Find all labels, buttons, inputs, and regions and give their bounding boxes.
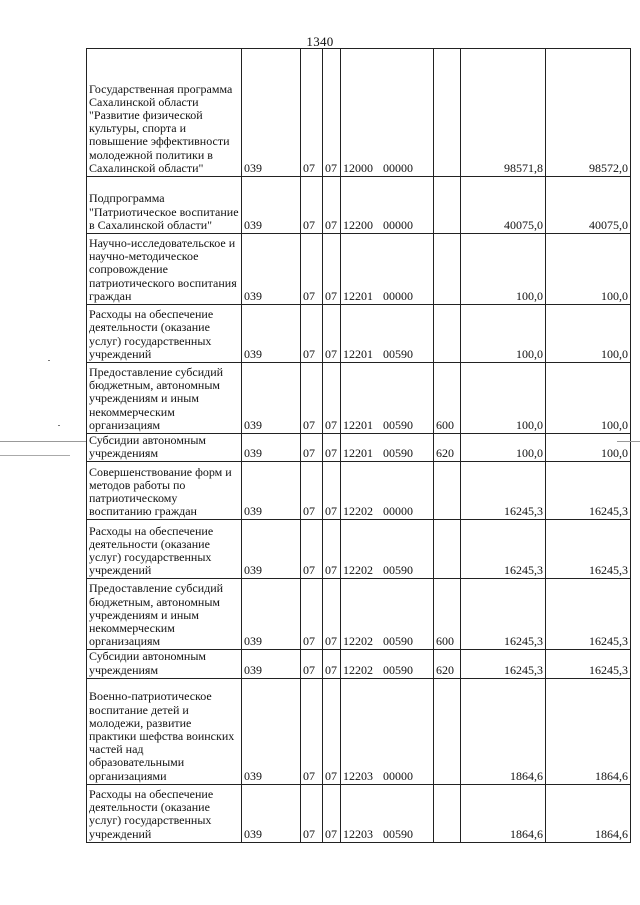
section-code: 07	[301, 678, 323, 784]
target-direction-code: 00590	[383, 417, 413, 432]
ministry-code: 039	[242, 177, 301, 234]
target-program-code: 12201	[343, 446, 373, 461]
expense-type-code: 620	[434, 650, 461, 678]
expense-type-code	[434, 177, 461, 234]
table-row	[87, 305, 631, 363]
section-code: 07	[301, 784, 323, 842]
expense-type-code	[434, 520, 461, 579]
subsection-code: 07	[323, 49, 341, 177]
target-direction-code: 00590	[383, 346, 413, 361]
expense-type-code: 620	[434, 434, 461, 462]
row-name: Субсидии автономным учреждениям	[87, 434, 242, 462]
section-code: 07	[301, 305, 323, 363]
row-name: Предоставление субсидий бюджетным, автономным учреждениям и иным некоммерческим организациям	[87, 579, 242, 650]
amount-year-1: 1864,6	[461, 784, 546, 842]
amount-year-2: 40075,0	[546, 177, 631, 234]
row-name: Расходы на обеспечение деятельности (оказание услуг) государственных учреждений	[87, 784, 242, 842]
subsection-code: 07	[323, 434, 341, 462]
target-direction-code: 00590	[383, 662, 413, 677]
section-code: 07	[301, 462, 323, 520]
target-article-code	[341, 49, 434, 177]
scan-artifact-line	[0, 441, 86, 442]
target-article-code	[341, 462, 434, 520]
section-code: 07	[301, 363, 323, 434]
subsection-code: 07	[323, 305, 341, 363]
target-program-code: 12203	[343, 826, 373, 841]
scan-artifact-line	[617, 441, 640, 442]
target-direction-code: 00000	[383, 504, 413, 519]
target-article-code	[341, 520, 434, 579]
amount-year-2: 16245,3	[546, 650, 631, 678]
ministry-code: 039	[242, 520, 301, 579]
table-row	[87, 579, 631, 650]
budget-table	[86, 48, 631, 843]
amount-year-2: 100,0	[546, 305, 631, 363]
amount-year-2: 100,0	[546, 234, 631, 305]
table-row	[87, 177, 631, 234]
section-code: 07	[301, 650, 323, 678]
section-code: 07	[301, 434, 323, 462]
amount-year-2: 16245,3	[546, 520, 631, 579]
subsection-code: 07	[323, 784, 341, 842]
target-article-code	[341, 579, 434, 650]
amount-year-2: 100,0	[546, 434, 631, 462]
subsection-code: 07	[323, 579, 341, 650]
target-article-code	[341, 234, 434, 305]
target-direction-code: 00000	[383, 160, 413, 175]
expense-type-code	[434, 678, 461, 784]
amount-year-1: 16245,3	[461, 650, 546, 678]
amount-year-1: 16245,3	[461, 579, 546, 650]
subsection-code: 07	[323, 462, 341, 520]
scan-artifact-dot	[48, 360, 50, 361]
table-row	[87, 678, 631, 784]
subsection-code: 07	[323, 177, 341, 234]
target-direction-code: 00000	[383, 768, 413, 783]
target-program-code: 12201	[343, 346, 373, 361]
target-direction-code: 00590	[383, 446, 413, 461]
target-direction-code: 00590	[383, 634, 413, 649]
ministry-code: 039	[242, 49, 301, 177]
amount-year-2: 16245,3	[546, 462, 631, 520]
target-article-code	[341, 177, 434, 234]
scan-artifact-dot	[58, 425, 60, 426]
ministry-code: 039	[242, 784, 301, 842]
expense-type-code	[434, 305, 461, 363]
row-name: Расходы на обеспечение деятельности (оказание услуг) государственных учреждений	[87, 520, 242, 579]
scan-artifact-line	[0, 455, 70, 456]
ministry-code: 039	[242, 678, 301, 784]
amount-year-1: 1864,6	[461, 678, 546, 784]
page-number: 1340	[306, 34, 334, 49]
table-row	[87, 784, 631, 842]
row-name: Военно-патриотическое воспитание детей и молодежи, развитие практики шефства воинских частей над образовательными организациями	[87, 678, 242, 784]
target-direction-code: 00000	[383, 217, 413, 232]
expense-type-code: 600	[434, 579, 461, 650]
row-name: Государственная программа Сахалинской области "Развитие физической культуры, спорта и повышение эффективности молодежной политики в Сахалинской области"	[87, 49, 242, 177]
target-article-code	[341, 650, 434, 678]
ministry-code: 039	[242, 234, 301, 305]
table-row	[87, 650, 631, 678]
target-article-code	[341, 305, 434, 363]
target-program-code: 12202	[343, 662, 373, 677]
target-program-code: 12200	[343, 217, 373, 232]
table-row	[87, 234, 631, 305]
row-name: Научно-исследовательское и научно-методическое сопровождение патриотического воспитания граждан	[87, 234, 242, 305]
section-code: 07	[301, 177, 323, 234]
target-program-code: 12202	[343, 504, 373, 519]
target-program-code: 12202	[343, 563, 373, 578]
table-row	[87, 49, 631, 177]
target-program-code: 12000	[343, 160, 373, 175]
table-row	[87, 434, 631, 462]
amount-year-1: 100,0	[461, 363, 546, 434]
amount-year-1: 16245,3	[461, 520, 546, 579]
amount-year-2: 1864,6	[546, 678, 631, 784]
ministry-code: 039	[242, 434, 301, 462]
ministry-code: 039	[242, 462, 301, 520]
amount-year-2: 98572,0	[546, 49, 631, 177]
amount-year-1: 100,0	[461, 434, 546, 462]
section-code: 07	[301, 520, 323, 579]
target-program-code: 12201	[343, 417, 373, 432]
subsection-code: 07	[323, 234, 341, 305]
subsection-code: 07	[323, 363, 341, 434]
expense-type-code	[434, 462, 461, 520]
amount-year-2: 1864,6	[546, 784, 631, 842]
section-code: 07	[301, 49, 323, 177]
section-code: 07	[301, 234, 323, 305]
expense-type-code	[434, 784, 461, 842]
target-article-code	[341, 434, 434, 462]
subsection-code: 07	[323, 520, 341, 579]
row-name: Подпрограмма "Патриотическое воспитание в Сахалинской области"	[87, 177, 242, 234]
amount-year-1: 100,0	[461, 234, 546, 305]
table-row	[87, 520, 631, 579]
amount-year-2: 100,0	[546, 363, 631, 434]
target-direction-code: 00590	[383, 826, 413, 841]
target-direction-code: 00000	[383, 288, 413, 303]
target-direction-code: 00590	[383, 563, 413, 578]
row-name: Субсидии автономным учреждениям	[87, 650, 242, 678]
subsection-code: 07	[323, 678, 341, 784]
target-program-code: 12202	[343, 634, 373, 649]
table-row	[87, 363, 631, 434]
expense-type-code	[434, 49, 461, 177]
ministry-code: 039	[242, 650, 301, 678]
amount-year-1: 40075,0	[461, 177, 546, 234]
table-row	[87, 462, 631, 520]
row-name: Расходы на обеспечение деятельности (оказание услуг) государственных учреждений	[87, 305, 242, 363]
budget-table-body	[87, 49, 631, 843]
target-program-code: 12203	[343, 768, 373, 783]
amount-year-2: 16245,3	[546, 579, 631, 650]
ministry-code: 039	[242, 363, 301, 434]
expense-type-code: 600	[434, 363, 461, 434]
target-article-code	[341, 363, 434, 434]
section-code: 07	[301, 579, 323, 650]
row-name: Совершенствование форм и методов работы по патриотическому воспитанию граждан	[87, 462, 242, 520]
expense-type-code	[434, 234, 461, 305]
ministry-code: 039	[242, 305, 301, 363]
row-name: Предоставление субсидий бюджетным, автономным учреждениям и иным некоммерческим организациям	[87, 363, 242, 434]
target-program-code: 12201	[343, 288, 373, 303]
target-article-code	[341, 678, 434, 784]
target-article-code	[341, 784, 434, 842]
amount-year-1: 100,0	[461, 305, 546, 363]
amount-year-1: 16245,3	[461, 462, 546, 520]
amount-year-1: 98571,8	[461, 49, 546, 177]
subsection-code: 07	[323, 650, 341, 678]
ministry-code: 039	[242, 579, 301, 650]
